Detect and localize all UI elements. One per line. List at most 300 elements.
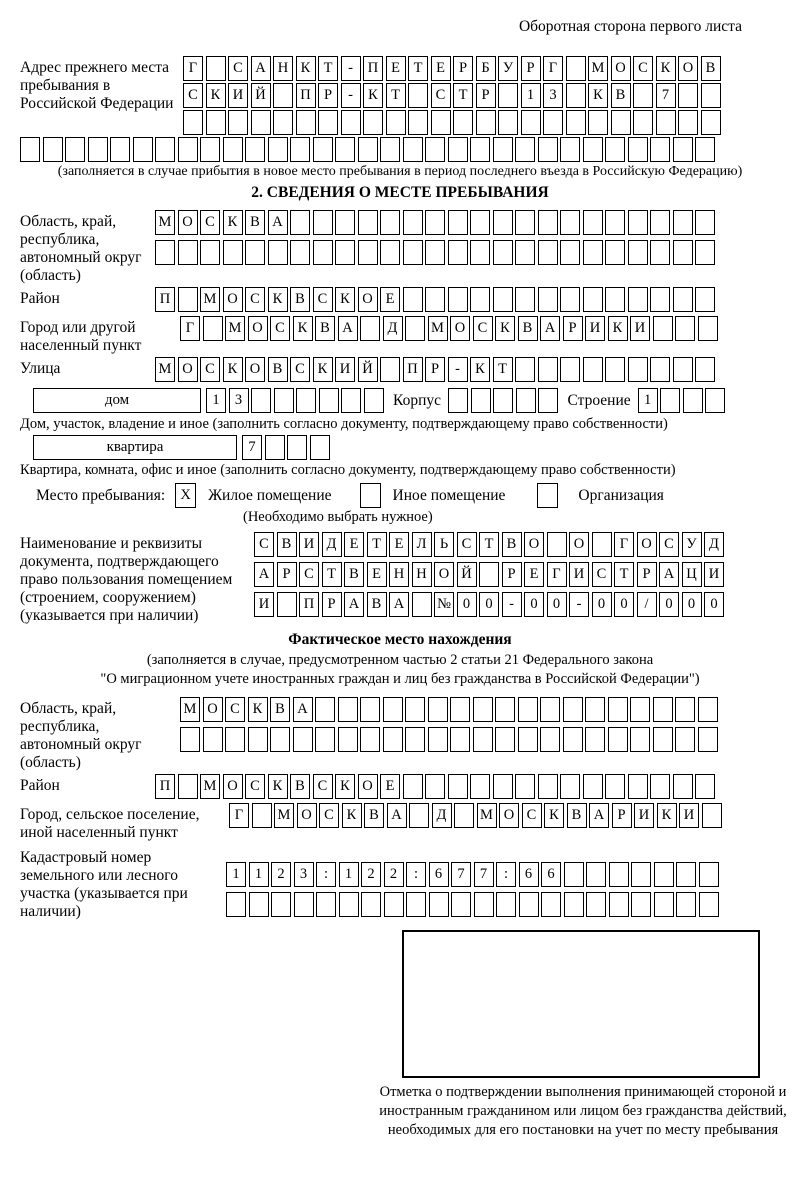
char-cell[interactable]: 2: [271, 862, 291, 887]
char-cell[interactable]: 3: [543, 83, 563, 108]
house-box[interactable]: дом: [33, 388, 201, 413]
char-cell[interactable]: [515, 240, 535, 265]
char-cell[interactable]: И: [569, 562, 589, 587]
char-cell[interactable]: [268, 240, 288, 265]
char-cell[interactable]: [428, 727, 448, 752]
char-cell[interactable]: Н: [412, 562, 432, 587]
char-cell[interactable]: [155, 240, 175, 265]
char-cell[interactable]: [543, 110, 563, 135]
char-cell[interactable]: [448, 240, 468, 265]
char-cell[interactable]: 6: [519, 862, 539, 887]
char-cell[interactable]: [178, 240, 198, 265]
char-cell[interactable]: [538, 774, 558, 799]
char-cell[interactable]: [516, 388, 536, 413]
char-cell[interactable]: И: [634, 803, 654, 828]
char-cell[interactable]: И: [228, 83, 248, 108]
char-cell[interactable]: В: [268, 357, 288, 382]
char-cell[interactable]: С: [245, 774, 265, 799]
char-cell[interactable]: [363, 110, 383, 135]
char-cell[interactable]: [605, 774, 625, 799]
char-cell[interactable]: [183, 110, 203, 135]
char-cell[interactable]: [341, 388, 361, 413]
char-cell[interactable]: К: [296, 56, 316, 81]
char-cell[interactable]: П: [299, 592, 319, 617]
char-cell[interactable]: С: [313, 287, 333, 312]
char-cell[interactable]: О: [203, 697, 223, 722]
char-cell[interactable]: Т: [318, 56, 338, 81]
char-cell[interactable]: Е: [367, 562, 387, 587]
char-cell[interactable]: Г: [229, 803, 249, 828]
char-cell[interactable]: [519, 892, 539, 917]
char-cell[interactable]: [88, 137, 108, 162]
char-cell[interactable]: О: [450, 316, 470, 341]
char-cell[interactable]: [605, 287, 625, 312]
char-cell[interactable]: [515, 357, 535, 382]
char-cell[interactable]: [380, 210, 400, 235]
char-cell[interactable]: [518, 697, 538, 722]
char-cell[interactable]: Р: [521, 56, 541, 81]
char-cell[interactable]: [547, 532, 567, 557]
char-cell[interactable]: [293, 727, 313, 752]
char-cell[interactable]: [585, 697, 605, 722]
char-cell[interactable]: Т: [367, 532, 387, 557]
char-cell[interactable]: К: [657, 803, 677, 828]
char-cell[interactable]: К: [293, 316, 313, 341]
char-cell[interactable]: [405, 727, 425, 752]
char-cell[interactable]: М: [588, 56, 608, 81]
char-cell[interactable]: [408, 110, 428, 135]
char-cell[interactable]: [583, 287, 603, 312]
char-cell[interactable]: Р: [612, 803, 632, 828]
char-cell[interactable]: [676, 892, 696, 917]
char-cell[interactable]: [249, 892, 269, 917]
char-cell[interactable]: [429, 892, 449, 917]
char-cell[interactable]: П: [363, 56, 383, 81]
char-cell[interactable]: Е: [386, 56, 406, 81]
char-cell[interactable]: [290, 240, 310, 265]
char-cell[interactable]: С: [592, 562, 612, 587]
char-cell[interactable]: [605, 137, 625, 162]
char-cell[interactable]: И: [254, 592, 274, 617]
char-cell[interactable]: С: [522, 803, 542, 828]
char-cell[interactable]: К: [248, 697, 268, 722]
char-cell[interactable]: И: [630, 316, 650, 341]
char-cell[interactable]: Р: [453, 56, 473, 81]
char-cell[interactable]: К: [588, 83, 608, 108]
char-cell[interactable]: [338, 727, 358, 752]
char-cell[interactable]: [564, 892, 584, 917]
char-cell[interactable]: 1: [206, 388, 226, 413]
char-cell[interactable]: С: [254, 532, 274, 557]
char-cell[interactable]: Р: [563, 316, 583, 341]
char-cell[interactable]: [451, 892, 471, 917]
char-cell[interactable]: И: [704, 562, 724, 587]
char-cell[interactable]: [678, 110, 698, 135]
char-cell[interactable]: В: [502, 532, 522, 557]
char-cell[interactable]: [675, 316, 695, 341]
char-cell[interactable]: -: [448, 357, 468, 382]
char-cell[interactable]: [248, 727, 268, 752]
char-cell[interactable]: Д: [432, 803, 452, 828]
char-cell[interactable]: [628, 287, 648, 312]
char-cell[interactable]: 0: [659, 592, 679, 617]
char-cell[interactable]: С: [299, 562, 319, 587]
char-cell[interactable]: [403, 240, 423, 265]
char-cell[interactable]: [412, 592, 432, 617]
char-cell[interactable]: [521, 110, 541, 135]
char-cell[interactable]: [425, 287, 445, 312]
char-cell[interactable]: [296, 110, 316, 135]
char-cell[interactable]: С: [270, 316, 290, 341]
char-cell[interactable]: [695, 357, 715, 382]
char-cell[interactable]: П: [296, 83, 316, 108]
char-cell[interactable]: [471, 388, 491, 413]
char-cell[interactable]: [678, 83, 698, 108]
char-cell[interactable]: [405, 316, 425, 341]
char-cell[interactable]: [178, 774, 198, 799]
char-cell[interactable]: А: [344, 592, 364, 617]
char-cell[interactable]: [586, 862, 606, 887]
char-cell[interactable]: [583, 210, 603, 235]
char-cell[interactable]: Н: [389, 562, 409, 587]
char-cell[interactable]: К: [268, 774, 288, 799]
char-cell[interactable]: Ь: [434, 532, 454, 557]
char-cell[interactable]: О: [245, 357, 265, 382]
char-cell[interactable]: [425, 210, 445, 235]
char-cell[interactable]: [493, 388, 513, 413]
char-cell[interactable]: [380, 357, 400, 382]
char-cell[interactable]: А: [659, 562, 679, 587]
char-cell[interactable]: О: [223, 774, 243, 799]
char-cell[interactable]: [498, 110, 518, 135]
char-cell[interactable]: [313, 240, 333, 265]
char-cell[interactable]: [628, 774, 648, 799]
char-cell[interactable]: [450, 697, 470, 722]
char-cell[interactable]: [315, 697, 335, 722]
char-cell[interactable]: -: [569, 592, 589, 617]
char-cell[interactable]: [223, 240, 243, 265]
char-cell[interactable]: О: [524, 532, 544, 557]
char-cell[interactable]: О: [223, 287, 243, 312]
char-cell[interactable]: [583, 137, 603, 162]
char-cell[interactable]: Е: [344, 532, 364, 557]
char-cell[interactable]: [360, 697, 380, 722]
char-cell[interactable]: С: [183, 83, 203, 108]
char-cell[interactable]: [560, 357, 580, 382]
char-cell[interactable]: [245, 240, 265, 265]
char-cell[interactable]: Т: [386, 83, 406, 108]
char-cell[interactable]: [290, 137, 310, 162]
char-cell[interactable]: [479, 562, 499, 587]
char-cell[interactable]: Р: [476, 83, 496, 108]
char-cell[interactable]: [470, 287, 490, 312]
char-cell[interactable]: [683, 388, 703, 413]
char-cell[interactable]: [538, 210, 558, 235]
char-cell[interactable]: [364, 388, 384, 413]
char-cell[interactable]: [560, 774, 580, 799]
char-cell[interactable]: О: [434, 562, 454, 587]
char-cell[interactable]: Н: [273, 56, 293, 81]
char-cell[interactable]: Е: [389, 532, 409, 557]
char-cell[interactable]: [273, 83, 293, 108]
char-cell[interactable]: [403, 287, 423, 312]
char-cell[interactable]: П: [155, 287, 175, 312]
char-cell[interactable]: Г: [180, 316, 200, 341]
char-cell[interactable]: [611, 110, 631, 135]
char-cell[interactable]: С: [659, 532, 679, 557]
checkbox-other-premises[interactable]: [360, 483, 381, 508]
char-cell[interactable]: Г: [183, 56, 203, 81]
char-cell[interactable]: К: [313, 357, 333, 382]
char-cell[interactable]: О: [297, 803, 317, 828]
char-cell[interactable]: В: [701, 56, 721, 81]
char-cell[interactable]: [538, 240, 558, 265]
char-cell[interactable]: [335, 210, 355, 235]
char-cell[interactable]: [358, 210, 378, 235]
char-cell[interactable]: 1: [638, 388, 658, 413]
char-cell[interactable]: [425, 774, 445, 799]
char-cell[interactable]: К: [544, 803, 564, 828]
char-cell[interactable]: О: [178, 210, 198, 235]
char-cell[interactable]: А: [389, 592, 409, 617]
char-cell[interactable]: [383, 697, 403, 722]
char-cell[interactable]: [673, 287, 693, 312]
char-cell[interactable]: [428, 697, 448, 722]
char-cell[interactable]: Б: [476, 56, 496, 81]
char-cell[interactable]: [564, 862, 584, 887]
char-cell[interactable]: А: [589, 803, 609, 828]
char-cell[interactable]: [538, 287, 558, 312]
char-cell[interactable]: Т: [614, 562, 634, 587]
char-cell[interactable]: [110, 137, 130, 162]
char-cell[interactable]: [695, 287, 715, 312]
char-cell[interactable]: [698, 697, 718, 722]
char-cell[interactable]: С: [245, 287, 265, 312]
char-cell[interactable]: Т: [493, 357, 513, 382]
char-cell[interactable]: [566, 110, 586, 135]
char-cell[interactable]: [287, 435, 307, 460]
char-cell[interactable]: Е: [380, 774, 400, 799]
char-cell[interactable]: [605, 357, 625, 382]
char-cell[interactable]: А: [268, 210, 288, 235]
char-cell[interactable]: [675, 697, 695, 722]
char-cell[interactable]: [515, 137, 535, 162]
char-cell[interactable]: П: [403, 357, 423, 382]
char-cell[interactable]: К: [335, 287, 355, 312]
char-cell[interactable]: [403, 774, 423, 799]
char-cell[interactable]: В: [611, 83, 631, 108]
char-cell[interactable]: [650, 240, 670, 265]
char-cell[interactable]: Й: [251, 83, 271, 108]
char-cell[interactable]: Д: [704, 532, 724, 557]
char-cell[interactable]: [588, 110, 608, 135]
char-cell[interactable]: О: [637, 532, 657, 557]
char-cell[interactable]: К: [335, 774, 355, 799]
char-cell[interactable]: [563, 697, 583, 722]
char-cell[interactable]: [515, 774, 535, 799]
char-cell[interactable]: [654, 892, 674, 917]
char-cell[interactable]: [560, 240, 580, 265]
char-cell[interactable]: [200, 137, 220, 162]
char-cell[interactable]: [628, 240, 648, 265]
char-cell[interactable]: [650, 210, 670, 235]
char-cell[interactable]: М: [274, 803, 294, 828]
char-cell[interactable]: [335, 240, 355, 265]
char-cell[interactable]: [540, 727, 560, 752]
char-cell[interactable]: В: [245, 210, 265, 235]
char-cell[interactable]: Г: [614, 532, 634, 557]
char-cell[interactable]: [206, 56, 226, 81]
char-cell[interactable]: №: [434, 592, 454, 617]
char-cell[interactable]: М: [477, 803, 497, 828]
char-cell[interactable]: [698, 316, 718, 341]
char-cell[interactable]: О: [499, 803, 519, 828]
char-cell[interactable]: [448, 137, 468, 162]
char-cell[interactable]: А: [293, 697, 313, 722]
char-cell[interactable]: 0: [457, 592, 477, 617]
char-cell[interactable]: [609, 892, 629, 917]
char-cell[interactable]: -: [502, 592, 522, 617]
char-cell[interactable]: Р: [322, 592, 342, 617]
char-cell[interactable]: 0: [682, 592, 702, 617]
char-cell[interactable]: 2: [384, 862, 404, 887]
char-cell[interactable]: [380, 137, 400, 162]
char-cell[interactable]: К: [342, 803, 362, 828]
char-cell[interactable]: О: [178, 357, 198, 382]
char-cell[interactable]: Л: [412, 532, 432, 557]
char-cell[interactable]: [448, 210, 468, 235]
char-cell[interactable]: М: [428, 316, 448, 341]
confirmation-stamp-box[interactable]: [402, 930, 760, 1078]
char-cell[interactable]: В: [518, 316, 538, 341]
char-cell[interactable]: [20, 137, 40, 162]
char-cell[interactable]: С: [290, 357, 310, 382]
char-cell[interactable]: [583, 240, 603, 265]
char-cell[interactable]: [498, 83, 518, 108]
char-cell[interactable]: А: [540, 316, 560, 341]
char-cell[interactable]: [203, 316, 223, 341]
char-cell[interactable]: К: [268, 287, 288, 312]
char-cell[interactable]: [290, 210, 310, 235]
char-cell[interactable]: [450, 727, 470, 752]
char-cell[interactable]: [251, 110, 271, 135]
char-cell[interactable]: [273, 110, 293, 135]
char-cell[interactable]: И: [299, 532, 319, 557]
char-cell[interactable]: [380, 240, 400, 265]
char-cell[interactable]: 6: [541, 862, 561, 887]
char-cell[interactable]: [495, 697, 515, 722]
char-cell[interactable]: В: [315, 316, 335, 341]
char-cell[interactable]: [133, 137, 153, 162]
char-cell[interactable]: [470, 210, 490, 235]
char-cell[interactable]: [699, 892, 719, 917]
char-cell[interactable]: [178, 287, 198, 312]
char-cell[interactable]: С: [457, 532, 477, 557]
char-cell[interactable]: В: [367, 592, 387, 617]
char-cell[interactable]: Е: [431, 56, 451, 81]
char-cell[interactable]: У: [682, 532, 702, 557]
char-cell[interactable]: К: [223, 210, 243, 235]
char-cell[interactable]: Р: [502, 562, 522, 587]
char-cell[interactable]: [178, 137, 198, 162]
char-cell[interactable]: [560, 137, 580, 162]
char-cell[interactable]: [673, 210, 693, 235]
char-cell[interactable]: [271, 892, 291, 917]
char-cell[interactable]: 7: [474, 862, 494, 887]
char-cell[interactable]: [495, 727, 515, 752]
char-cell[interactable]: А: [251, 56, 271, 81]
char-cell[interactable]: [406, 892, 426, 917]
char-cell[interactable]: [653, 697, 673, 722]
char-cell[interactable]: [583, 774, 603, 799]
char-cell[interactable]: [206, 110, 226, 135]
char-cell[interactable]: [358, 240, 378, 265]
char-cell[interactable]: [180, 727, 200, 752]
char-cell[interactable]: [566, 56, 586, 81]
char-cell[interactable]: [318, 110, 338, 135]
char-cell[interactable]: В: [290, 774, 310, 799]
char-cell[interactable]: [274, 388, 294, 413]
char-cell[interactable]: 1: [521, 83, 541, 108]
char-cell[interactable]: [695, 774, 715, 799]
char-cell[interactable]: [654, 862, 674, 887]
char-cell[interactable]: [586, 892, 606, 917]
char-cell[interactable]: К: [470, 357, 490, 382]
char-cell[interactable]: [265, 435, 285, 460]
char-cell[interactable]: К: [206, 83, 226, 108]
char-cell[interactable]: [515, 210, 535, 235]
char-cell[interactable]: [701, 83, 721, 108]
char-cell[interactable]: 0: [592, 592, 612, 617]
char-cell[interactable]: [453, 110, 473, 135]
char-cell[interactable]: [518, 727, 538, 752]
char-cell[interactable]: М: [180, 697, 200, 722]
char-cell[interactable]: [628, 210, 648, 235]
char-cell[interactable]: [592, 532, 612, 557]
char-cell[interactable]: С: [313, 774, 333, 799]
char-cell[interactable]: [315, 727, 335, 752]
char-cell[interactable]: :: [316, 862, 336, 887]
char-cell[interactable]: [650, 137, 670, 162]
char-cell[interactable]: [476, 110, 496, 135]
char-cell[interactable]: [386, 110, 406, 135]
char-cell[interactable]: [294, 892, 314, 917]
char-cell[interactable]: В: [364, 803, 384, 828]
char-cell[interactable]: И: [335, 357, 355, 382]
char-cell[interactable]: [660, 388, 680, 413]
char-cell[interactable]: 1: [339, 862, 359, 887]
apartment-box[interactable]: квартира: [33, 435, 237, 460]
char-cell[interactable]: [698, 727, 718, 752]
char-cell[interactable]: [310, 435, 330, 460]
char-cell[interactable]: Р: [277, 562, 297, 587]
char-cell[interactable]: [609, 862, 629, 887]
char-cell[interactable]: 3: [229, 388, 249, 413]
char-cell[interactable]: [252, 803, 272, 828]
char-cell[interactable]: 0: [479, 592, 499, 617]
char-cell[interactable]: [425, 240, 445, 265]
char-cell[interactable]: А: [338, 316, 358, 341]
char-cell[interactable]: П: [155, 774, 175, 799]
char-cell[interactable]: [633, 83, 653, 108]
char-cell[interactable]: С: [633, 56, 653, 81]
char-cell[interactable]: Е: [380, 287, 400, 312]
char-cell[interactable]: К: [223, 357, 243, 382]
char-cell[interactable]: У: [498, 56, 518, 81]
char-cell[interactable]: [585, 727, 605, 752]
char-cell[interactable]: Ц: [682, 562, 702, 587]
char-cell[interactable]: О: [611, 56, 631, 81]
